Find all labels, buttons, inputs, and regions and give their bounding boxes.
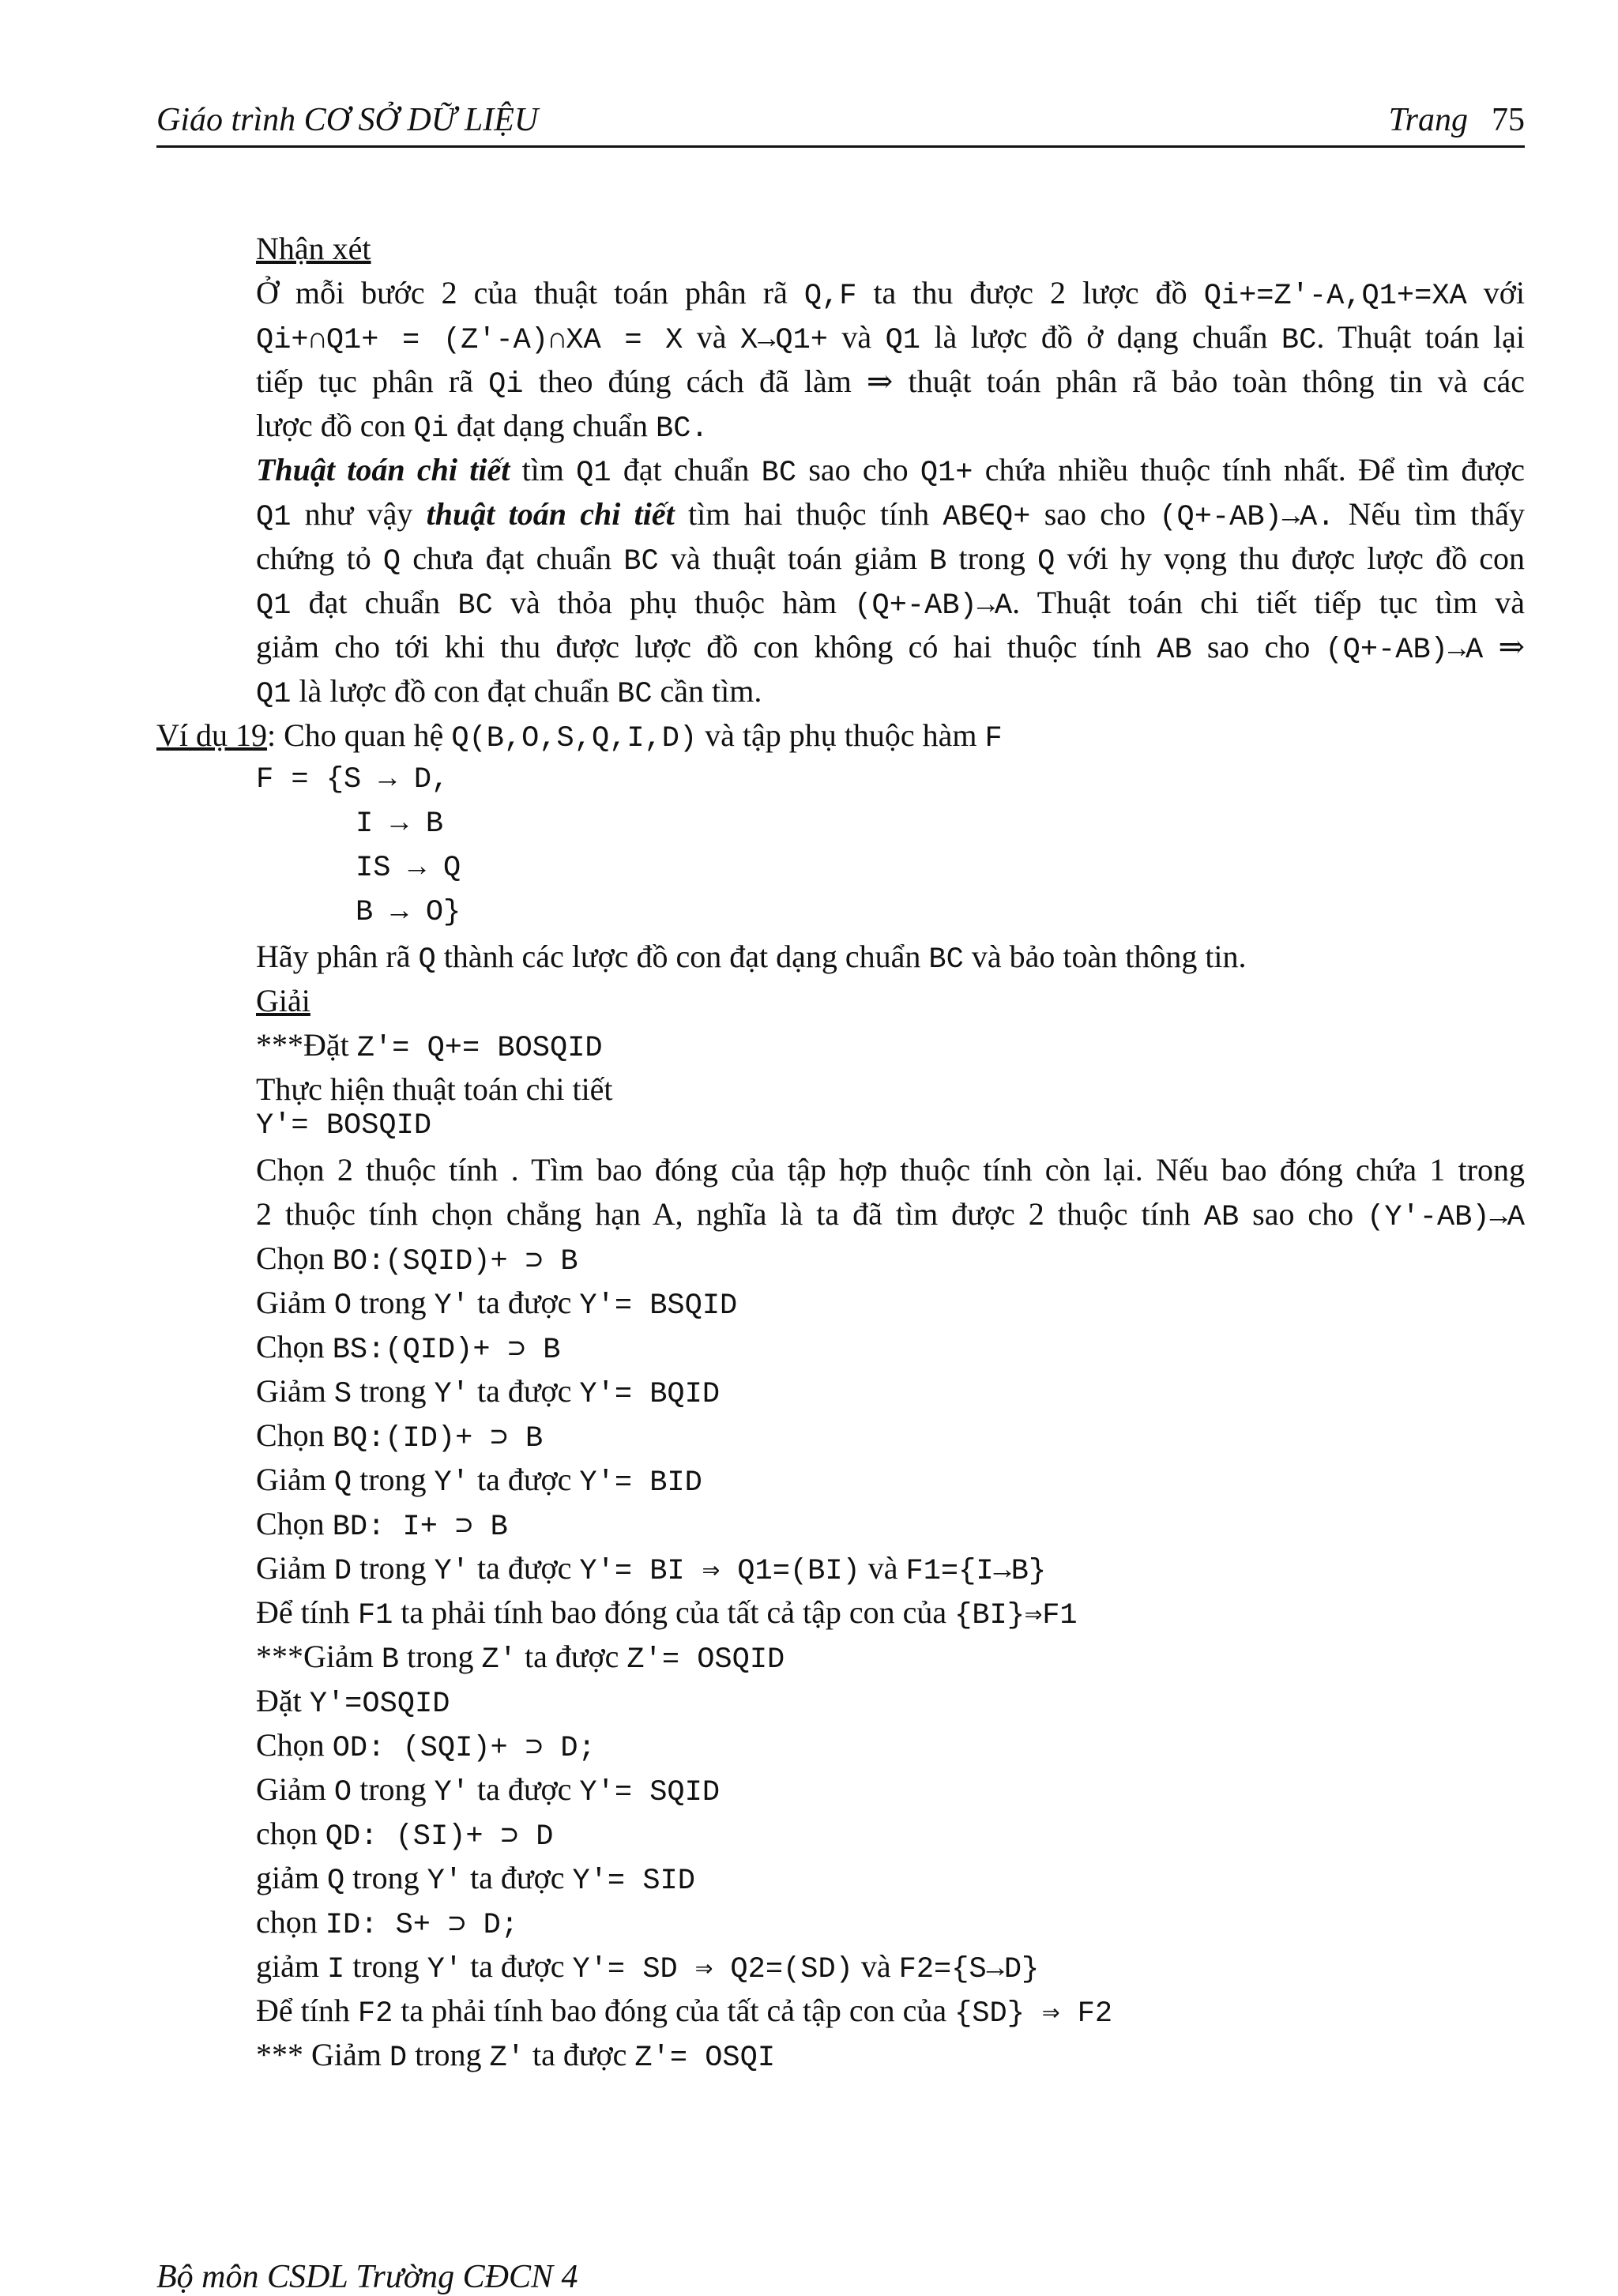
paragraph-line: Qi+∩Q1+ = (Z′-A)∩XA = X và X→Q1+ và Q1 là lược đồ ở dạng chuẩn BC. Thuật toán lại — [256, 319, 1526, 357]
solution-line: Y′= BOSQID — [256, 1109, 432, 1142]
step-line: Chọn BO:(SQID)+ ⊃ B — [256, 1240, 578, 1278]
step-line: Giảm O trong Y′ ta được Y′= BSQID — [256, 1285, 738, 1323]
step-line: Giảm D trong Y′ ta được Y′= BI ⇒ Q1=(BI) và F1={I→B} — [256, 1550, 1047, 1588]
paragraph-line: chứng tỏ Q chưa đạt chuẩn BC và thuật toán giảm B trong Q với hy vọng thu được lược đồ con — [256, 540, 1526, 578]
paragraph-line: lược đồ con Qi đạt dạng chuẩn BC. — [256, 408, 709, 446]
step-line: *** Giảm D trong Z′ ta được Z′= OSQI — [256, 2037, 776, 2075]
example-label: Ví dụ 19 — [156, 717, 267, 753]
step-line: Để tính F1 ta phải tính bao đóng của tất cả tập con của {BI}⇒F1 — [256, 1594, 1078, 1632]
header-trang-label: Trang — [1388, 102, 1468, 138]
fd-line: F = {S → D, — [256, 763, 450, 796]
example-heading: Ví dụ 19: Cho quan hệ Q(B,O,S,Q,I,D) và tập phụ thuộc hàm F — [156, 717, 1003, 755]
step-line: Đặt Y′=OSQID — [256, 1683, 450, 1721]
header-page — [1389, 101, 1525, 139]
solution-heading: Giải — [256, 983, 310, 1018]
page-number: 75 — [1492, 102, 1525, 138]
footer-text: Bộ môn CSDL Trường CĐCN 4 — [156, 2259, 578, 2295]
section-heading-nhan-xet: Nhận xét — [256, 231, 371, 266]
task-line: Hãy phân rã Q thành các lược đồ con đạt dạng chuẩn BC và bảo toàn thông tin. — [256, 939, 1247, 977]
step-line: chọn ID: S+ ⊃ D; — [256, 1904, 519, 1942]
paragraph-line: Thuật toán chi tiết tìm Q1 đạt chuẩn BC sao cho Q1+ chứa nhiều thuộc tính nhất. Để tìm được — [256, 452, 1526, 490]
paragraph-line: Q1 như vậy thuật toán chi tiết tìm hai thuộc tính AB∈Q+ sao cho (Q+-AB)→A. Nếu tìm thấy — [256, 496, 1526, 534]
step-line: ***Giảm B trong Z′ ta được Z′= OSQID — [256, 1639, 785, 1677]
paragraph-line: Ở mỗi bước 2 của thuật toán phân rã Q,F ta thu được 2 lược đồ Qi+=Z′-A,Q1+=XA với — [256, 275, 1526, 313]
fd-line: B → O} — [356, 896, 461, 929]
step-line: Chọn BQ:(ID)+ ⊃ B — [256, 1417, 544, 1455]
solution-line: Chọn 2 thuộc tính . Tìm bao đóng của tập hợp thuộc tính còn lại. Nếu bao đóng chứa 1 trong — [256, 1152, 1525, 1188]
header-title: Giáo trình CƠ SỞ DỮ LIỆU — [156, 102, 539, 138]
step-line: Giảm S trong Y′ ta được Y′= BQID — [256, 1373, 721, 1411]
step-line: giảm I trong Y′ ta được Y′= SD ⇒ Q2=(SD) và F2={S→D} — [256, 1948, 1040, 1986]
fd-line: I → B — [356, 807, 444, 841]
paragraph-line: giảm cho tới khi thu được lược đồ con không có hai thuộc tính AB sao cho (Q+-AB)→A ⇒ — [256, 629, 1526, 667]
step-line: giảm Q trong Y′ ta được Y′= SID — [256, 1860, 695, 1898]
solution-line: 2 thuộc tính chọn chẳng hạn A, nghĩa là ta đã tìm được 2 thuộc tính AB sao cho (Y′-AB)→A — [256, 1196, 1525, 1234]
paragraph-line: Q1 là lược đồ con đạt chuẩn BC cần tìm. — [256, 673, 762, 711]
solution-line: ***Đặt Z′= Q+= BOSQID — [256, 1027, 603, 1065]
paragraph-line: tiếp tục phân rã Qi theo đúng cách đã làm ⇒ thuật toán phân rã bảo toàn thông tin và các — [256, 363, 1526, 401]
step-line: Để tính F2 ta phải tính bao đóng của tất cả tập con của {SD} ⇒ F2 — [256, 1993, 1113, 2031]
fd-line: IS → Q — [356, 852, 461, 885]
step-line: Chọn OD: (SQI)+ ⊃ D; — [256, 1727, 596, 1765]
solution-line: Thực hiện thuật toán chi tiết — [256, 1071, 613, 1107]
step-line: Chọn BD: I+ ⊃ B — [256, 1506, 508, 1544]
step-line: chọn QD: (SI)+ ⊃ D — [256, 1816, 554, 1854]
header-rule — [156, 145, 1525, 148]
step-line: Giảm Q trong Y′ ta được Y′= BID — [256, 1462, 702, 1500]
step-line: Chọn BS:(QID)+ ⊃ B — [256, 1329, 561, 1367]
paragraph-line: Q1 đạt chuẩn BC và thỏa phụ thuộc hàm (Q+-AB)→A. Thuật toán chi tiết tiếp tục tìm và — [256, 585, 1526, 623]
step-line: Giảm O trong Y′ ta được Y′= SQID — [256, 1771, 721, 1809]
